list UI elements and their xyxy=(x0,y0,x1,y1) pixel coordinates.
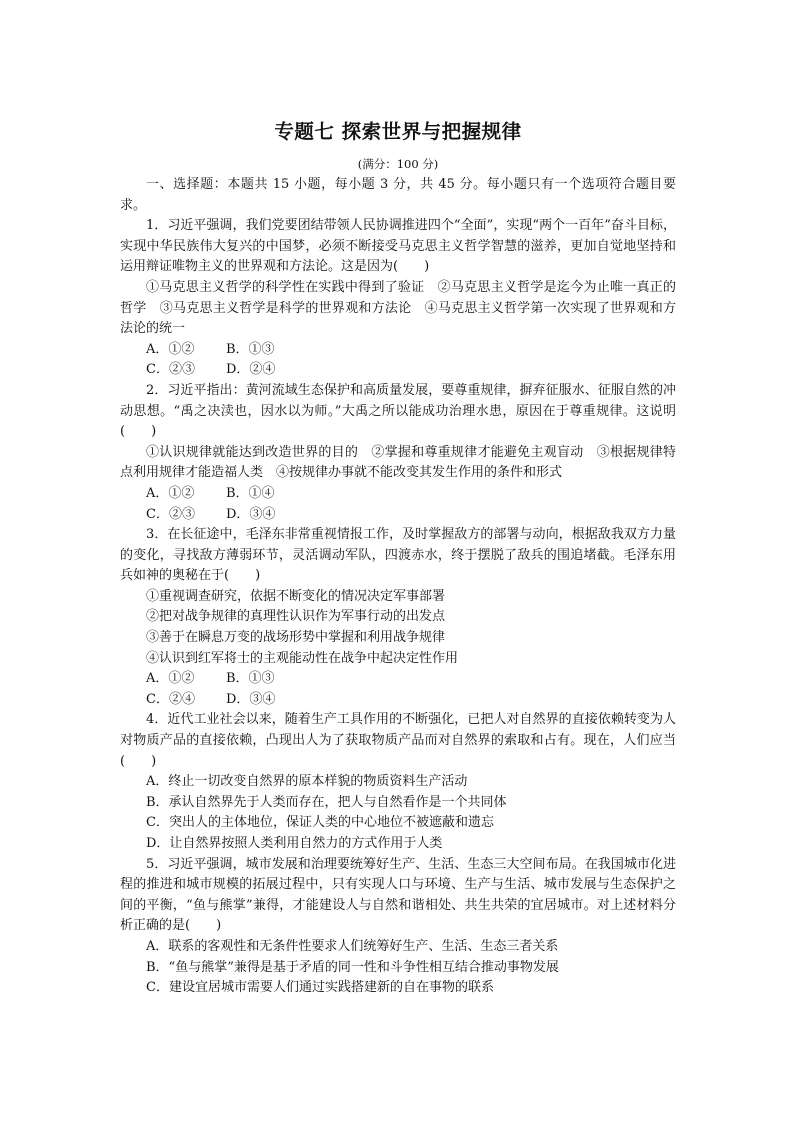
option-b[interactable]: B．①③ xyxy=(226,341,275,357)
options-row xyxy=(120,690,676,711)
option-c[interactable]: C．②③ xyxy=(146,362,195,378)
options-row xyxy=(120,484,676,505)
option-c[interactable]: C．建设宜居城市需要人们通过实践搭建新的自在事物的联系 xyxy=(146,980,494,996)
option-d[interactable]: D．③④ xyxy=(226,691,276,707)
question-2 xyxy=(120,381,676,525)
question-item: ①重视调查研究，依据不断变化的情况决定军事部署 xyxy=(146,588,446,604)
question-5 xyxy=(120,855,676,999)
question-stem: 3．在长征途中，毛泽东非常重视情报工作，及时掌握敌方的部署与动向，根据敌我双方力量的变化，寻找敌方薄弱环节，灵活调动军队，四渡赤水，终于摆脱了敌兵的围追堵截。毛泽东用兵如神的奥秘在于( ) xyxy=(120,527,676,584)
document-page xyxy=(120,118,676,999)
option-a[interactable]: A．终止一切改变自然界的原本样貌的物质资料生产活动 xyxy=(146,774,468,790)
option-a[interactable]: A．①② xyxy=(146,671,195,687)
question-3 xyxy=(120,525,676,710)
question-items: ①认识规律就能达到改造世界的目的 ②掌握和尊重规律才能避免主观盲动 ③根据规律特点利用规律才能造福人类 ④按规律办事就不能改变其发生作用的条件和形式 xyxy=(120,444,676,481)
option-c[interactable]: C．②④ xyxy=(146,691,195,707)
question-stem: 2．习近平指出：黄河流域生态保护和高质量发展，要尊重规律，摒弃征服水、征服自然的冲动思想。“禹之决渎也，因水以为师。”大禹之所以能成功治理水患，原因在于尊重规律。这说明( ) xyxy=(120,382,676,440)
question-stem: 5．习近平强调，城市发展和治理要统筹好生产、生活、生态三大空间布局。在我国城市化进程的推进和城市规模的拓展过程中，只有实现人口与环境、生产与生活、城市发展与生态保护之间的平衡，“鱼与熊掌”兼得，才能建设人与自然和谐相处、共生共荣的宜居城市。对上述材料分析正确的是( ) xyxy=(120,856,676,934)
question-item: ④认识到红军将士的主观能动性在战争中起决定性作用 xyxy=(146,650,459,666)
score-note: (满分：100 分) xyxy=(357,157,439,171)
option-c[interactable]: C．②③ xyxy=(146,506,195,522)
option-d[interactable]: D．③④ xyxy=(226,506,276,522)
option-b[interactable]: B．“鱼与熊掌”兼得是基于矛盾的同一性和斗争性相互结合推动事物发展 xyxy=(146,959,559,975)
question-stem: 4．近代工业社会以来，随着生产工具作用的不断强化，已把人对自然界的直接依赖转变为人对物质产品的直接依赖，凸现出人为了获取物质产品而对自然界的索取和占有。现在，人们应当( ) xyxy=(120,712,676,769)
question-item: ③善于在瞬息万变的战场形势中掌握和利用战争规律 xyxy=(146,630,446,646)
question-4 xyxy=(120,710,676,854)
options-row xyxy=(120,505,676,526)
option-d[interactable]: D．让自然界按照人类利用自然力的方式作用于人类 xyxy=(146,836,443,851)
option-d[interactable]: D．②④ xyxy=(226,362,276,378)
option-a[interactable]: A．①② xyxy=(146,341,195,357)
section-intro: 一、选择题：本题共 15 小题，每小题 3 分，共 45 分。每小题只有一个选项符合题目要求。 xyxy=(120,177,676,213)
option-a[interactable]: A．①② xyxy=(146,485,195,501)
option-b[interactable]: B．①③ xyxy=(226,671,275,687)
options-row xyxy=(120,669,676,690)
question-item: ②把对战争规律的真理性认识作为军事行动的出发点 xyxy=(146,609,446,625)
option-b[interactable]: B．①④ xyxy=(226,485,275,501)
option-c[interactable]: C．突出人的主体地位，保证人类的中心地位不被遮蔽和遗忘 xyxy=(146,815,494,831)
option-a[interactable]: A．联系的客观性和无条件性要求人们统筹好生产、生活、生态三者关系 xyxy=(146,938,559,954)
options-row xyxy=(120,360,676,381)
question-items: ①马克思主义哲学的科学性在实践中得到了验证 ②马克思主义哲学是迄今为止唯一真正的哲学 ③马克思主义哲学是科学的世界观和方法论 ④马克思主义哲学第一次实现了世界观和方法论的统一 xyxy=(120,279,676,337)
option-b[interactable]: B．承认自然界先于人类而存在，把人与自然看作是一个共同体 xyxy=(146,794,507,810)
options-row xyxy=(120,340,676,361)
question-1 xyxy=(120,216,676,381)
page-title: 专题七 探索世界与把握规律 xyxy=(274,120,522,143)
question-stem: 1．习近平强调，我们党要团结带领人民协调推进四个“全面”，实现“两个一百年”奋斗目标，实现中华民族伟大复兴的中国梦，必须不断接受马克思主义哲学智慧的滋养，更加自觉地坚持和运用辩证唯物主义的世界观和方法论。这是因为( ) xyxy=(120,218,676,275)
